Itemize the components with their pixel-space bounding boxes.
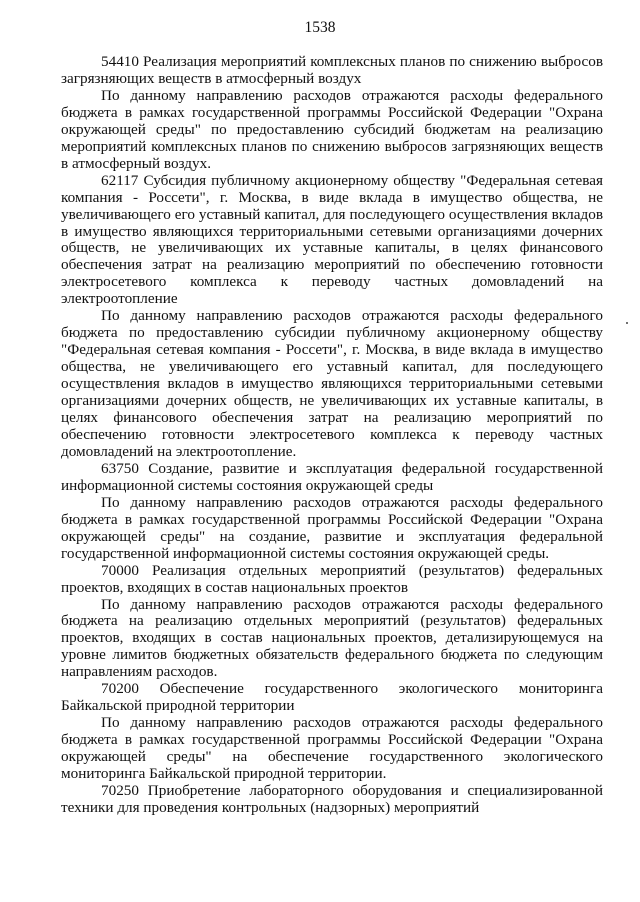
heading-63750: 63750 Создание, развитие и эксплуатация федеральной государственной информационной системы состояния окружающей среды [61, 459, 603, 494]
paragraph-70000-description: По данному направлению расходов отражаются расходы федерального бюджета на реализацию отдельных мероприятий (результатов) федеральных проектов, входящих в состав национальных проектов, детализирующемуся на уровне лимитов бюджетных обязательств федерального бюджета по следующим направлениям расходов. [61, 595, 603, 681]
paragraph-54410-description: По данному направлению расходов отражаются расходы федерального бюджета в рамках государственной программы Российской Федерации "Охрана окружающей среды" по предоставлению субсидий бюджетам на реализацию мероприятий комплексных планов по снижению выбросов загрязняющих веществ в атмосферный воздух. [61, 86, 603, 172]
paragraph-70200-description: По данному направлению расходов отражаются расходы федерального бюджета в рамках государственной программы Российской Федерации "Охрана окружающей среды" на обеспечение государственного экологического мониторинга Байкальской природной территории. [61, 714, 603, 783]
heading-70000: 70000 Реализация отдельных мероприятий (результатов) федеральных проектов, входящих в состав национальных проектов [61, 561, 603, 596]
heading-70200: 70200 Обеспечение государственного экологического мониторинга Байкальской природной территории [61, 680, 603, 715]
page-body [61, 54, 603, 817]
paragraph-62117-description: По данному направлению расходов отражаются расходы федерального бюджета по предоставлению субсидии публичному акционерному обществу "Федеральная сетевая компания - Россети", г. Москва, в виде вклада в имущество общества, не увеличивающего его уставный капитал, для последующего осуществления вкладов в имущество являющихся территориальными сетевыми организациями дочерних обществ, не увеличивающих их уставные капиталы, в целях финансового обеспечения затрат на реализацию мероприятий по обеспечению готовности электросетевого комплекса к переводу частных домовладений на электроотопление. [61, 307, 603, 460]
scan-speck [626, 322, 628, 324]
paragraph-63750-description: По данному направлению расходов отражаются расходы федерального бюджета в рамках государственной программы Российской Федерации "Охрана окружающей среды" на создание, развитие и эксплуатация федеральной государственной информационной системы состояния окружающей среды. [61, 493, 603, 562]
heading-62117: 62117 Субсидия публичному акционерному обществу "Федеральная сетевая компания - Россети", г. Москва, в виде вклада в имущество общества, не увеличивающего его уставный капитал, для последующего осуществления вкладов в имущество являющихся территориальными сетевыми организациями дочерних обществ, не увеличивающих их уставные капиталы, в целях финансового обеспечения затрат на реализацию мероприятий по обеспечению готовности электросетевого комплекса к переводу частных домовладений на электроотопление [61, 171, 603, 308]
page-number: 1538 [304, 19, 336, 36]
heading-70250: 70250 Приобретение лабораторного оборудования и специализированной техники для проведения контрольных (надзорных) мероприятий [61, 781, 603, 816]
heading-54410: 54410 Реализация мероприятий комплексных планов по снижению выбросов загрязняющих веществ в атмосферный воздух [61, 53, 603, 87]
